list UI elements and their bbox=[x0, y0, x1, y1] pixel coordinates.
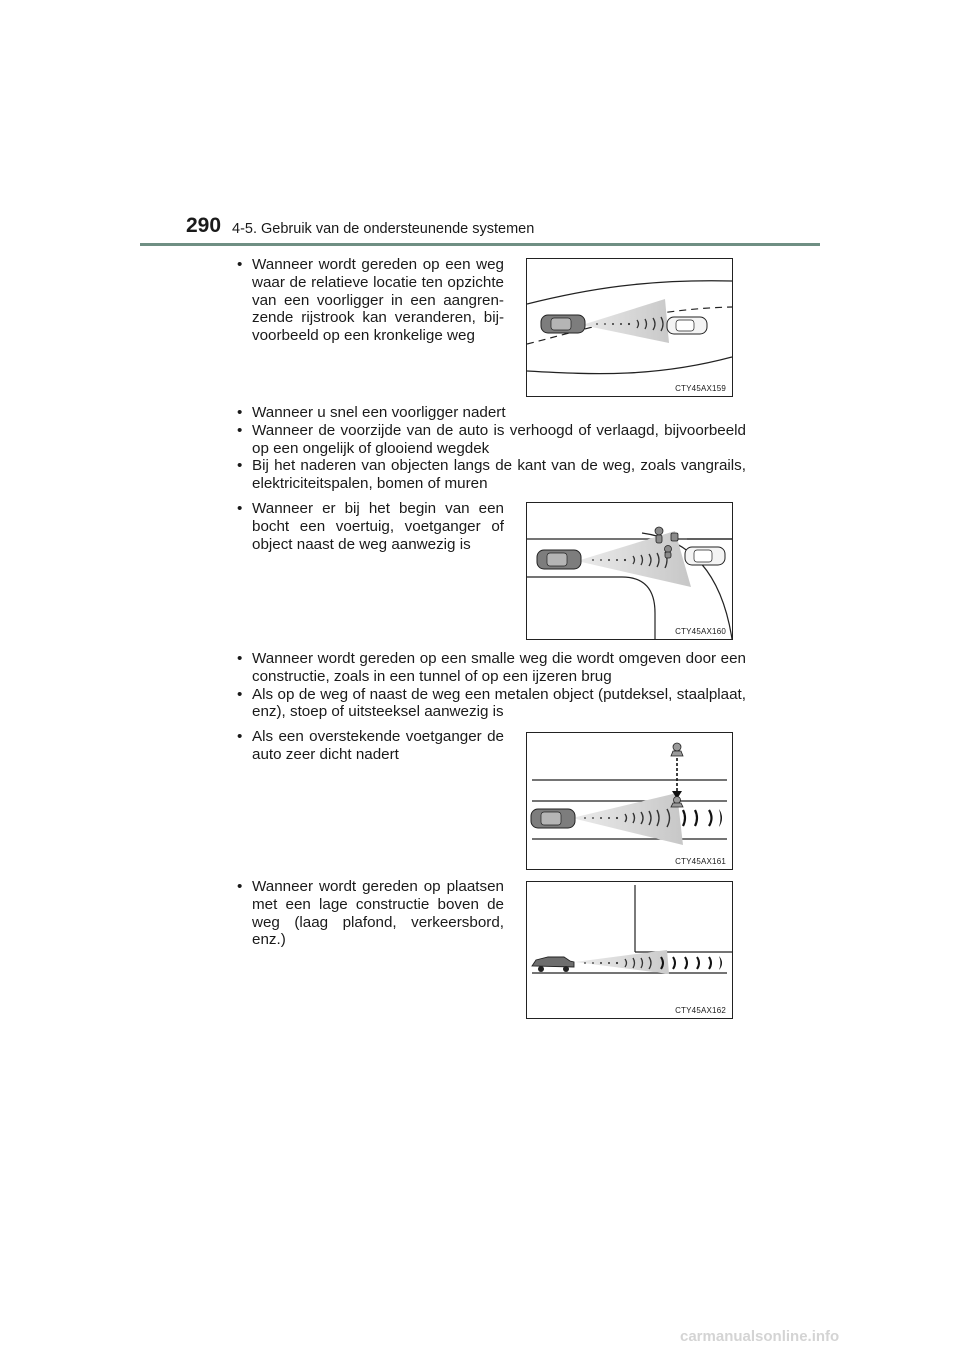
list-item: • Wanneer er bij het begin van een bocht een voertuig, voetganger of object naast de weg aanwezig is bbox=[232, 500, 504, 553]
list-item: • Als op de weg of naast de weg een metalen object (putdeksel, staalplaat, enz), stoep of uitsteeksel aanwezig is bbox=[232, 686, 746, 722]
bullet-list-low-structure bbox=[232, 878, 504, 949]
bullet-list-curve-start bbox=[232, 500, 504, 553]
bullet-list-curved-road bbox=[232, 256, 504, 345]
list-item: • Wanneer wordt gereden op een weg waar de relatieve locatie ten opzichte van een voorligger in een aangren-zende rijstrook kan veranderen, bij-voorbeeld op een kronkelige weg bbox=[232, 256, 504, 345]
list-item: • Als een overstekende voetganger de auto zeer dicht nadert bbox=[232, 728, 504, 764]
section-title: 4-5. Gebruik van de ondersteunende systemen bbox=[232, 221, 535, 237]
header-rule bbox=[140, 243, 820, 246]
figure-curved-road bbox=[526, 258, 733, 397]
page-number: 290 bbox=[186, 214, 222, 237]
figure-low-structure bbox=[526, 881, 733, 1019]
list-item: • Wanneer de voorzijde van de auto is verhoogd of verlaagd, bijvoorbeeld op een ongelijk of glooiend wegdek bbox=[232, 422, 746, 458]
bullet-list-approach bbox=[232, 404, 746, 493]
figure-pedestrian bbox=[526, 732, 733, 870]
figure-code: CTY45AX162 bbox=[675, 1006, 726, 1015]
bullet-list-pedestrian bbox=[232, 728, 504, 764]
figure-curve-start bbox=[526, 502, 733, 640]
figure-code: CTY45AX161 bbox=[675, 857, 726, 866]
list-item: • Wanneer u snel een voorligger nadert bbox=[232, 404, 746, 422]
bullet-list-narrow-road bbox=[232, 650, 746, 721]
footer-watermark: carmanualsonline.info bbox=[680, 1328, 840, 1345]
figure-code: CTY45AX159 bbox=[675, 384, 726, 393]
list-item: • Wanneer wordt gereden op plaatsen met een lage constructie boven de weg (laag plafond, verkeersbord, enz.) bbox=[232, 878, 504, 949]
list-item: • Bij het naderen van objecten langs de kant van de weg, zoals vangrails, elektriciteitspalen, bomen of muren bbox=[232, 457, 746, 493]
list-item: • Wanneer wordt gereden op een smalle weg die wordt omgeven door een constructie, zoals in een tunnel of op een ijzeren brug bbox=[232, 650, 746, 686]
figure-code: CTY45AX160 bbox=[675, 627, 726, 636]
